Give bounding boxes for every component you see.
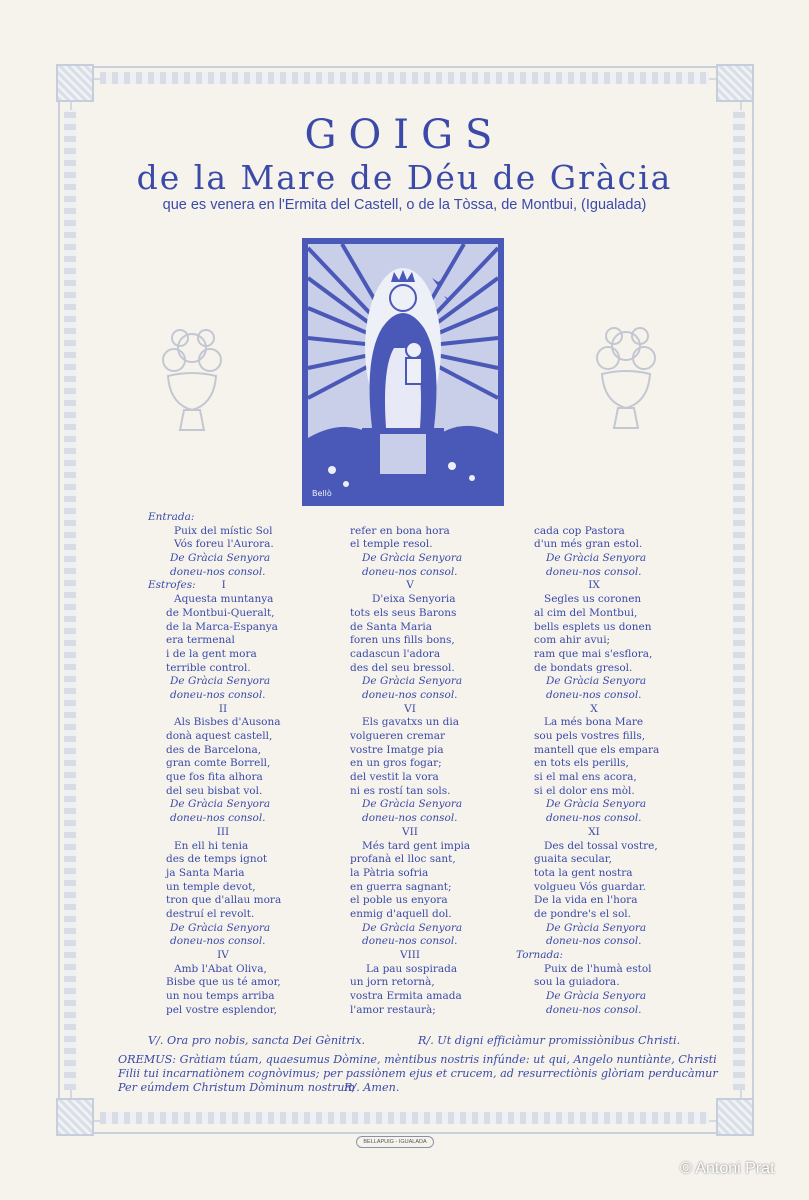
verse-line: terrible control. (166, 661, 251, 674)
verse-line: cadascun l'adora (350, 647, 441, 660)
stanza-heading-III: III (216, 825, 230, 838)
title-subtitle: de la Mare de Déu de Gràcia (136, 158, 673, 197)
verse-line: si el dolor ens mòl. (534, 784, 635, 797)
refrain-line: doneu-nos consol. (170, 812, 266, 825)
verse-line: que fos fita alhora (166, 771, 263, 784)
verse-line: ram que mai s'esflora, (534, 647, 653, 660)
verse-line: tots els seus Barons (350, 606, 457, 619)
verse-line: en un gros fogar; (350, 757, 442, 770)
prayer-oremus-line-1: OREMUS: Gràtiam túam, quaesumus Dòmine, mèntibus nostris infúnde: ut qui, Angelo nuntiànte, Christi (118, 1053, 717, 1066)
refrain-line: doneu-nos consol. (170, 688, 266, 701)
verse-line: un nou temps arriba (166, 990, 275, 1003)
verse-line: gran comte Borrell, (166, 757, 271, 770)
verse-line: vostra Ermita amada (350, 990, 462, 1003)
verse-line: tota la gent nostra (534, 866, 633, 879)
verse-line: i de la gent mora (166, 647, 257, 660)
verse-line: el poble us enyora (350, 894, 448, 907)
stanza-heading-IV: IV (217, 949, 229, 961)
photo-credit-watermark: © Antoni Prat (680, 1160, 775, 1177)
stanza-heading-XI: XI (588, 825, 600, 838)
verse-line: mantell que els empara (534, 743, 660, 756)
verse-line: de Montbui-Queralt, (166, 606, 275, 619)
verse-line: vostre Imatge pia (350, 743, 444, 756)
verse-line: profanà el lloc sant, (350, 853, 456, 866)
verse-line: des del seu bressol. (350, 661, 455, 674)
verse-column-1 (148, 511, 338, 1017)
title-location: que es venera en l'Ermita del Castell, o de la Tòssa, de Montbui, (Igualada) (162, 197, 647, 213)
refrain-line: doneu-nos consol. (362, 565, 458, 578)
frame-band-left (64, 110, 76, 1090)
refrain-line: doneu-nos consol. (170, 565, 266, 578)
verse-line: Els gavatxs un dia (362, 716, 459, 729)
refrain-line: De Gràcia Senyora (362, 798, 463, 811)
verse-line: al cim del Montbui, (534, 606, 638, 619)
verse-line: Aquesta muntanya (174, 593, 274, 606)
refrain-line: doneu-nos consol. (546, 1003, 642, 1016)
verse-line: donà aquest castell, (166, 730, 273, 742)
refrain-line: De Gràcia Senyora (170, 675, 271, 688)
verse-line: guaita secular, (534, 853, 612, 866)
stanza-heading-VI: VI (404, 702, 416, 715)
verse-line: de la Marca-Espanya (166, 620, 278, 633)
refrain-line: De Gràcia Senyora (170, 552, 271, 565)
verse-line: sou la guiadora. (534, 976, 620, 989)
frame-corner-bottom-left (56, 1098, 94, 1136)
verse-line: des de temps ignot (166, 853, 268, 866)
verse-line: pel vostre esplendor, (166, 1003, 277, 1016)
spacer (350, 511, 530, 525)
refrain-line: De Gràcia Senyora (170, 921, 271, 934)
verse-line: Des del tossal vostre, (544, 839, 658, 852)
verse-line: el temple resol. (350, 538, 433, 551)
verse-line: enmig d'aquell dol. (350, 907, 452, 920)
refrain-line: doneu-nos consol. (546, 688, 642, 701)
frame-corner-top-left (56, 64, 94, 102)
refrain-line: De Gràcia Senyora (546, 921, 647, 934)
frame-band-top (100, 72, 709, 84)
frame-corner-bottom-right (716, 1098, 754, 1136)
verse-line: Puix de l'humà estol (544, 962, 652, 975)
prayer-versicle: V/. Ora pro nobis, sancta Dei Gènitrix. (148, 1034, 365, 1047)
verse-line: La pau sospirada (366, 962, 458, 975)
verse-line: volgueren cremar (350, 730, 445, 742)
verse-line: de Santa Maria (350, 620, 432, 633)
title-goigs: GOIGS (304, 112, 505, 158)
stanza-heading-II: II (218, 702, 228, 715)
verse-line: cada cop Pastora (534, 524, 625, 537)
frame-band-bottom (100, 1112, 709, 1124)
verse-line: bells esplets us donen (534, 620, 652, 633)
verse-line: de pondre's el sol. (534, 907, 631, 920)
verse-line: la Pàtria sofria (350, 866, 429, 879)
stanza-heading-X: X (590, 702, 598, 715)
flower-vase-right-icon (584, 318, 668, 438)
label-entrada: Entrada: (148, 511, 195, 523)
verse-line: sou pels vostres fills, (534, 730, 646, 742)
verse-line: ja Santa Maria (166, 866, 245, 879)
label-estrofes: Estrofes: (148, 579, 196, 592)
refrain-line: De Gràcia Senyora (170, 798, 271, 811)
verse-line: Vós foreu l'Aurora. (174, 538, 274, 551)
verse-line: en tots els perills, (534, 757, 629, 770)
prayer-oremus-line-3: Per eúmdem Christum Dòminum nostrum (118, 1081, 356, 1094)
refrain-line: doneu-nos consol. (546, 935, 642, 948)
stanza-heading-V: V (406, 579, 414, 592)
verse-line: D'eixa Senyoria (372, 593, 456, 606)
flower-vase-left-icon (150, 320, 234, 440)
refrain-line: doneu-nos consol. (362, 935, 458, 948)
verse-line: La més bona Mare (544, 716, 644, 729)
verse-line: Més tard gent impia (362, 839, 471, 852)
refrain-line: De Gràcia Senyora (362, 675, 463, 688)
verse-line: ni es rostí tan sols. (350, 784, 451, 797)
verse-line: era termenal (166, 634, 235, 647)
verse-line: si el mal ens acora, (534, 771, 637, 784)
refrain-line: doneu-nos consol. (362, 688, 458, 701)
verse-line: del vestit la vora (350, 771, 439, 784)
refrain-line: De Gràcia Senyora (546, 798, 647, 811)
verse-line: tron que d'allau mora (166, 894, 282, 907)
verse-line: Segles us coronen (544, 593, 642, 606)
virgin-woodcut-image (302, 238, 504, 506)
verse-line: un temple devot, (166, 880, 256, 893)
stanza-heading-IX: IX (588, 579, 600, 592)
verse-column-3 (516, 511, 694, 1017)
verse-line: de bondats gresol. (534, 661, 633, 674)
refrain-line: De Gràcia Senyora (546, 990, 647, 1003)
verse-column-2 (350, 511, 530, 1017)
verse-line: del seu bisbat vol. (166, 784, 263, 797)
prayer-response: R/. Ut digni efficiàmur promissiònibus Christi. (418, 1034, 681, 1047)
frame-band-right (733, 110, 745, 1090)
verse-line: refer en bona hora (350, 524, 450, 537)
label-tornada: Tornada: (516, 949, 564, 961)
verse-line: Bisbe que us té amor, (166, 976, 281, 989)
refrain-line: doneu-nos consol. (546, 565, 642, 578)
verse-line: des de Barcelona, (166, 743, 262, 756)
refrain-line: De Gràcia Senyora (546, 552, 647, 565)
verse-line: Als Bisbes d'Ausona (174, 716, 281, 729)
verse-line: com ahir avui; (534, 634, 611, 647)
refrain-line: De Gràcia Senyora (546, 675, 647, 688)
woodcut-signature: Bellò (312, 489, 332, 498)
verse-line: d'un més gran estol. (534, 538, 643, 551)
verse-line: en guerra sagnant; (350, 880, 452, 893)
stanza-heading-I (148, 579, 338, 593)
frame-corner-top-right (716, 64, 754, 102)
verse-line: un jorn retornà, (350, 976, 435, 989)
refrain-line: doneu-nos consol. (546, 812, 642, 825)
verse-line: De la vida en l'hora (534, 894, 638, 907)
numeral-I: I (221, 579, 226, 592)
refrain-line: De Gràcia Senyora (362, 552, 463, 565)
stanza-heading-VII: VII (402, 825, 418, 838)
verse-line: volgueu Vós guardar. (534, 880, 647, 893)
refrain-line: De Gràcia Senyora (362, 921, 463, 934)
spacer (534, 511, 694, 525)
verse-line: l'amor restaurà; (350, 1003, 436, 1016)
verse-line: Amb l'Abat Oliva, (174, 962, 267, 975)
refrain-line: doneu-nos consol. (362, 812, 458, 825)
refrain-line: doneu-nos consol. (170, 935, 266, 948)
verse-line: foren uns fills bons, (350, 634, 455, 647)
verse-line: destruí el revolt. (166, 907, 255, 920)
stanza-heading-VIII: VIII (399, 949, 421, 961)
printer-stamp: BELLAPUIG - IGUALADA (356, 1136, 434, 1148)
prayer-amen: R/. Amen. (344, 1081, 400, 1094)
prayer-oremus-line-2: Filii tui incarnatiònem cognòvimus; per passiònem ejus et crucem, ad resurrectiònis glòriam perducàmur (118, 1067, 718, 1080)
verse-line: Puix del místic Sol (174, 524, 273, 537)
verse-line: En ell hi tenia (174, 839, 249, 852)
